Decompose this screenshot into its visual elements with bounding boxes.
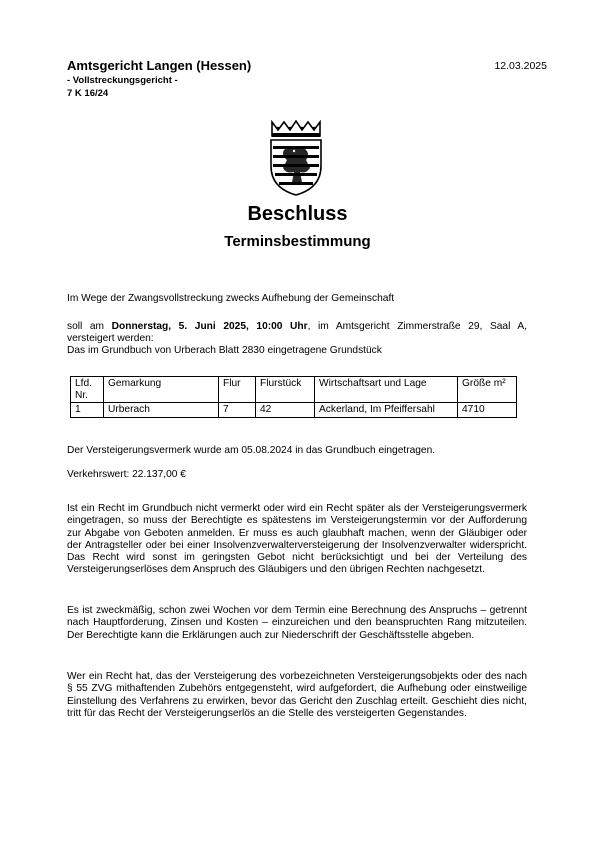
intro-paragraph: Im Wege der Zwangsvollstreckung zwecks Aufhebung der Gemeinschaft [67, 293, 395, 304]
court-subtitle: - Vollstreckungsgericht - [67, 75, 178, 86]
table-header-cell: Größe m² [458, 377, 517, 403]
verkehrswert: Verkehrswert: 22.137,00 € [67, 469, 186, 480]
table-cell: 42 [256, 403, 315, 418]
file-number: 7 K 16/24 [67, 88, 109, 99]
schedule-line [67, 321, 527, 333]
document-title: Beschluss [247, 203, 348, 225]
table-row [71, 403, 517, 418]
document-date: 12.03.2025 [494, 60, 547, 72]
table-cell: Urberach [104, 403, 219, 418]
document-subtitle: Terminsbestimmung [224, 233, 371, 250]
schedule-line-2: versteigert werden: [67, 333, 154, 344]
schedule-prefix: soll am [67, 321, 105, 332]
table-header-cell: Gemarkung [104, 377, 219, 403]
court-name: Amtsgericht Langen (Hessen) [67, 58, 252, 73]
table-header-cell: Wirtschaftsart und Lage [315, 377, 458, 403]
schedule-suffix: , im Amtsgericht Zimmerstraße 29, Saal A, [307, 321, 527, 332]
table-header-cell: Flurstück [256, 377, 315, 403]
hessen-coat-of-arms-icon [266, 120, 326, 196]
table-header-row [71, 377, 517, 403]
vermerk-paragraph: Der Versteigerungsvermerk wurde am 05.08.2024 in das Grundbuch eingetragen. [67, 445, 436, 456]
table-cell: Ackerland, Im Pfeiffersahl [315, 403, 458, 418]
table-header-cell: Flur [219, 377, 256, 403]
rights-paragraph-2: Es ist zweckmäßig, schon zwei Wochen vor dem Termin eine Berechnung des Anspruchs – getrennt nach Hauptforderung, Zinsen und Kosten – einzureichen und den beanspruchten Rang mitzuteilen. Der Berechtigte kann die Erklärungen auch zur Niederschrift der Geschäftsstelle abgeben. [67, 605, 527, 641]
table-cell: 1 [71, 403, 104, 418]
rights-paragraph-1: Ist ein Recht im Grundbuch nicht vermerkt oder wird ein Recht später als der Versteigerungsvermerk eingetragen, so muss der Berechtigte es spätestens im Versteigerungstermin vor der Aufforderung zur Abgabe von Geboten anmelden. Er muss es auch glaubhaft machen, wenn der Gläubiger oder der Antragsteller oder bei einer Insolvenzverwalterversteigerung der Insolvenzverwalter widerspricht. Das Recht wird sonst im geringsten Gebot nicht berücksichtigt und bei der Verteilung des Versteigerungserlöses dem Anspruch des Gläubigers und den übrigen Rechten nachgesetzt. [67, 503, 527, 576]
property-table [70, 376, 517, 418]
schedule-datetime: Donnerstag, 5. Juni 2025, 10:00 Uhr [111, 321, 308, 332]
table-cell: 4710 [458, 403, 517, 418]
rights-paragraph-3: Wer ein Recht hat, das der Versteigerung des vorbezeichneten Versteigerungsobjekts oder des nach § 55 ZVG mithaftenden Zubehörs entgegensteht, wird aufgefordert, die Aufhebung oder einstweilige Einstellung des Verfahrens zu erwirken, bevor das Gericht den Zuschlag erteilt. Geschieht dies nicht, tritt für das Recht der Versteigerungserlös an die Stelle des versteigerten Gegenstandes. [67, 671, 527, 719]
table-header-cell: Lfd. Nr. [71, 377, 104, 403]
schedule-line-3: Das im Grundbuch von Urberach Blatt 2830 eingetragene Grundstück [67, 345, 382, 356]
table-cell: 7 [219, 403, 256, 418]
